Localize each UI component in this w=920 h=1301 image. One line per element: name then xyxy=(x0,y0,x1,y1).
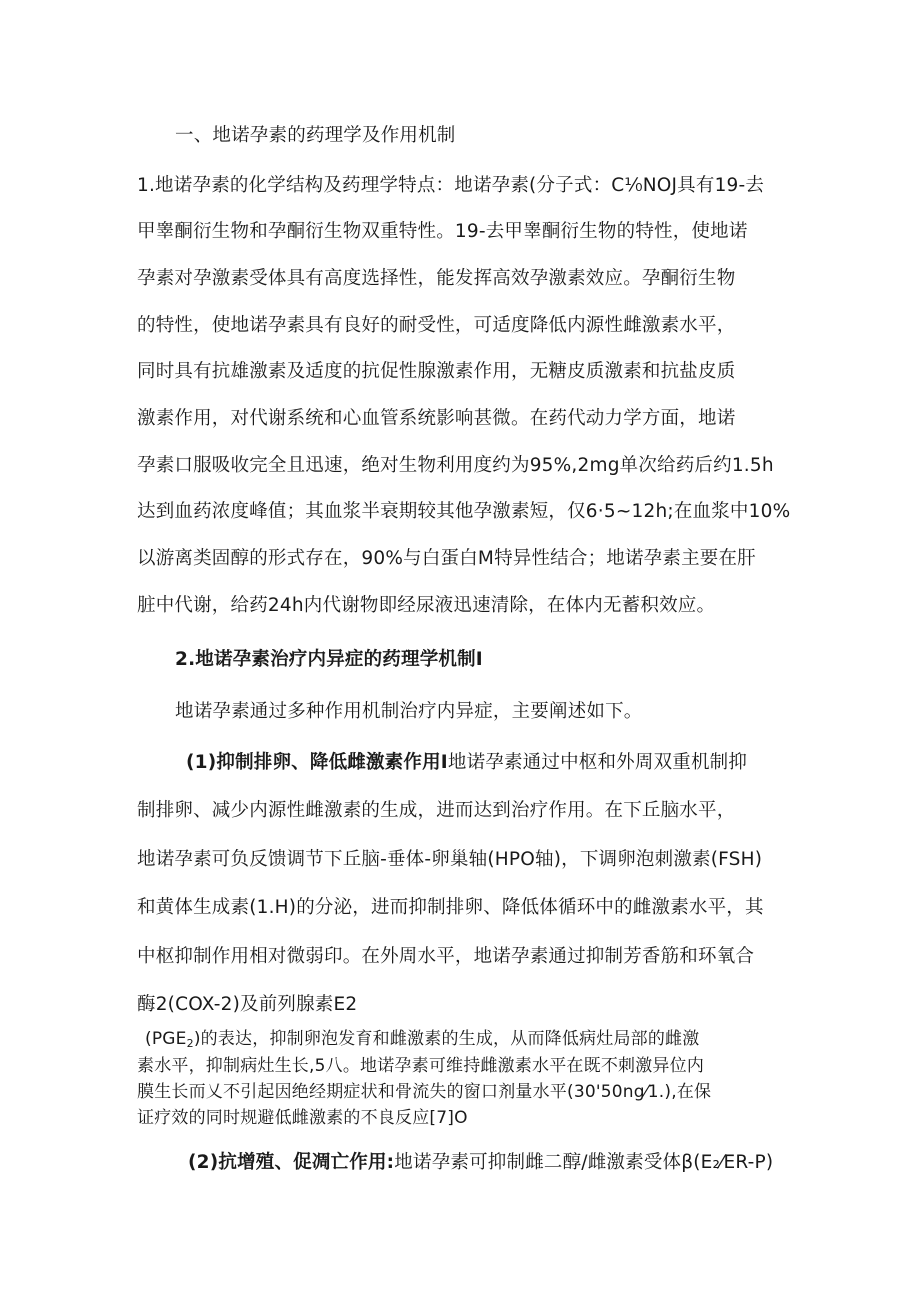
paragraph-line: 证疗效的同时规避低雌激素的不良反应[7]O xyxy=(137,1108,468,1128)
paragraph-line: 地诺孕素可负反馈调节下丘脑-垂体-卵巢轴(HPO轴)，下调卵泡刺激素(FSH) xyxy=(137,849,763,870)
paragraph-line: 和黄体生成素(1.H)的分泌，进而抑制排卵、降低体循环中的雌激素水平，其 xyxy=(137,897,764,918)
paragraph-line: 脏中代谢，给药24h内代谢物即经尿液迅速清除，在体内无蓄积效应。 xyxy=(137,595,716,616)
para-2-text: 地诺孕素可抑制雌二醇/雌激素受体β(E₂⁄ER-P) xyxy=(394,1152,774,1173)
paragraph-line xyxy=(186,748,747,774)
para-1-title: (1)抑制排卵、降低雌激素作用I xyxy=(186,752,448,773)
paragraph-line: 激素作用，对代谢系统和心血管系统影响甚微。在药代动力学方面，地诺 xyxy=(137,408,736,429)
paragraph-line: 1.地诺孕素的化学结构及药理学特点：地诺孕素(分子式：C⅟₀NOJ具有19-去 xyxy=(137,175,765,196)
paragraph-line: 中枢抑制作用相对微弱印。在外周水平，地诺孕素通过抑制芳香筋和环氧合 xyxy=(137,946,755,967)
paragraph-line: 膜生长而乂不引起因绝经期症状和骨流失的窗口剂量水平(30'50ng⁄1.),在保 xyxy=(137,1082,712,1102)
paragraph-line: 孕素口服吸收完全且迅速，绝对生物利用度约为95%,2mg单次给药后约1.5h xyxy=(137,455,774,476)
para-1-first-text: 地诺孕素通过中枢和外周双重机制抑 xyxy=(447,752,748,773)
paragraph-line xyxy=(188,1148,773,1174)
section-heading-1: 一、地诺孕素的药理学及作用机制 xyxy=(175,125,456,146)
paragraph-line: 同时具有抗雄激素及适度的抗促性腺激素作用，无糖皮质激素和抗盐皮质 xyxy=(137,361,736,382)
paragraph-line: 甲睾酮衍生物和孕酮衍生物双重特性。19-去甲睾酮衍生物的特性，使地诺 xyxy=(137,221,748,242)
pge-subscript: 2 xyxy=(186,1037,194,1050)
paragraph-line: 的特性，使地诺孕素具有良好的耐受性，可适度降低内源性雌激素水平， xyxy=(137,315,736,336)
section-heading-2: 2.地诺孕素治疗内异症的药理学机制I xyxy=(175,649,483,670)
paragraph-line: 孕素对孕激素受体具有高度选择性，能发挥高效孕激素效应。孕酮衍生物 xyxy=(137,268,736,289)
intro-line: 地诺孕素通过多种作用机制治疗内异症，主要阐述如下。 xyxy=(175,701,643,722)
paragraph-line: 达到血药浓度峰值；其血浆半衰期较其他孕激素短，仅6·5~12h;在血浆中10% xyxy=(137,501,791,522)
paragraph-line: 以游离类固醇的形式存在，90%与白蛋白M特异性结合；地诺孕素主要在肝 xyxy=(137,548,756,569)
pge-rest: )的表达，抑制卵泡发育和雌激素的生成，从而降低病灶局部的雌激 xyxy=(193,1029,700,1049)
paragraph-line: 酶2(COX-2)及前列腺素E2 xyxy=(137,994,358,1015)
para-2-title: (2)抗增殖、促凋亡作用: xyxy=(188,1152,395,1173)
paragraph-line xyxy=(145,1024,699,1050)
paragraph-line: 制排卵、减少内源性雌激素的生成，进而达到治疗作用。在下丘脑水平， xyxy=(137,800,736,821)
paragraph-line: 素水平，抑制病灶生长,5八。地诺孕素可维持雌激素水平在既不刺激异位内 xyxy=(137,1056,705,1076)
pge-prefix: (PGE xyxy=(145,1029,187,1049)
